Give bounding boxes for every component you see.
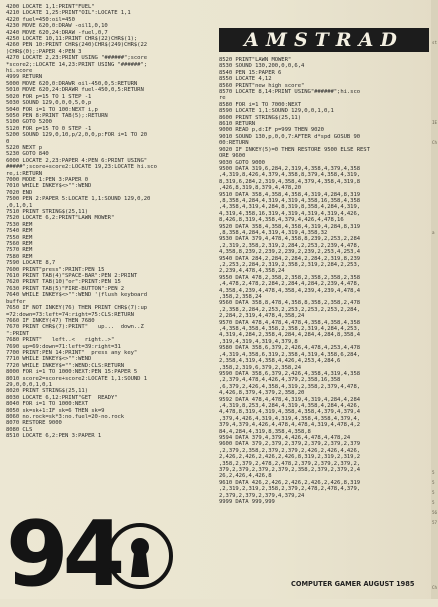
- code-line: 7500 PEN 2:PAPER 5:LOCATE 1,1:SOUND 129,0,20: [6, 196, 151, 203]
- code-line: 2,426,2,426,2,426,2,426,8,319,2,319,2,319,2: [219, 454, 361, 461]
- code-line: 9560 DATA 358,8,478,4,358,8,358,2,358,2,478: [219, 300, 361, 307]
- amstrad-banner: AMSTRAD: [219, 28, 429, 52]
- code-line: 9610 DATA 426,2,426,2,426,2,426,2,426,8,319: [219, 479, 361, 486]
- code-line: 9500 DATA 319,6,284,2,319,4,358,4,379,4,358: [219, 165, 361, 172]
- code-line: ":PRINT: [6, 330, 29, 337]
- code-line: ORE 9600: [219, 153, 246, 160]
- code-line: 7620 PRINT TAB(10)"or":PRINT:PEN 15: [6, 279, 121, 286]
- code-line: 7660 IF INKEY(47) THEN 7680: [6, 317, 95, 324]
- code-line: 8000 FOR i=1 TO 1000:NEXT:PEN 15:PAPER 5: [6, 369, 138, 376]
- code-line: 5220 NEXT p: [6, 144, 43, 151]
- code-line: ,6,379,2,426,4,358,4,319,2,358,2,379,4,478,: [219, 383, 361, 390]
- code-line: =72:down=73:left=74:right=75:CLS:RETURN: [6, 311, 134, 318]
- code-line: 4240 MOVE 620,24:DRAW -fuel,0,7: [6, 29, 108, 36]
- code-line: hi.score: [6, 68, 33, 75]
- code-line: 7000 MODE 1:PEN 3:PAPER 0: [6, 176, 88, 183]
- code-line: 2,379,2,379,2,379,4,379,24: [219, 492, 305, 499]
- edge-fragment: IE: [432, 120, 438, 125]
- code-line: 8580 FOR i=1 TO 7000:NEXT: [219, 101, 301, 108]
- code-line: ,4,358,4,319,4,284,8,319,8,358,4,284,4,319,: [219, 204, 361, 211]
- code-line: #####";score+score2:LOCATE 19,23:LOCATE hi.sco: [6, 164, 157, 171]
- code-line: 8010 score2=score+score2:LOCATE 1,1:SOUND 1: [6, 375, 148, 382]
- code-line: 5200 SOUND 129,0,10,p/2,0,0,p:FOR i=1 TO 20: [6, 132, 148, 139]
- code-line: ,2,358,2,284,2,253,2,253,2,253,2,253,2,284,: [219, 306, 361, 313]
- code-line: 8020 PRINT STRING$(25,11): [6, 388, 88, 395]
- code-line: 7510 PRINT STRING$(25,11): [6, 209, 88, 215]
- code-line: 7590 LOCATE 8,7: [6, 260, 56, 267]
- edge-fragment: 5: [432, 490, 435, 495]
- code-line: ,379,4,426,4,319,4,319,4,358,4,358,4,379,4,: [219, 415, 361, 422]
- code-line: 8600 PRINT STRING$(25,11): [219, 114, 301, 121]
- code-line: 9600 DATA 379,2,379,2,379,2,379,2,379,2,379: [219, 441, 361, 448]
- code-line: 8050 sk=sk+1:IF sk=6 THEN sk=9: [6, 407, 105, 414]
- code-line: 7720 WHILE INKEY$="":WEND:CLS:RETURN: [6, 362, 125, 369]
- code-line: 4,319,4,284,2,358,4,284,4,284,4,284,8,358,4: [219, 332, 361, 339]
- code-line: ,2,319,2,358,2,319,2,284,2,253,2,239,4,478,: [219, 242, 361, 249]
- code-line: 9000 READ p,d:IF p=999 THEN 9020: [219, 127, 324, 134]
- code-line: 4999 RETURN: [6, 74, 43, 81]
- listing-right-column: [219, 57, 429, 505]
- code-line: 7580 REM: [6, 253, 33, 260]
- code-line: 9020 IF INKEY(5)=0 THEN RESTORE 9500 ELSE REST: [219, 146, 370, 153]
- edge-fragment: st: [432, 40, 438, 45]
- code-line: ,8,358,4,284,4,319,4,319,4,358,16,358,4,358: [219, 197, 361, 204]
- code-line: )CHR$(0);:PAPER 4:PEN 3: [6, 48, 82, 55]
- code-line: 4,358,4,239,4,478,4,358,4,239,4,239,4,478,4: [219, 287, 361, 294]
- code-line: 9570 DATA 478,4,478,4,478,4,358,4,358,4,358: [219, 319, 361, 326]
- code-line: 7020 END: [6, 189, 33, 196]
- code-line: ,4,319,8,253,4,284,4,319,4,358,4,284,4,426,: [219, 402, 361, 409]
- code-line: 7010 WHILE INKEY$<>"":WEND: [6, 183, 92, 190]
- code-line: 8570 LOCATE 8,14:PRINT USING"######";hi.sco: [219, 89, 361, 96]
- code-line: 379,4,379,4,426,4,478,4,478,4,319,4,478,4,2: [219, 422, 361, 429]
- code-line: 8,319,6,284,2,319,4,358,4,379,4,358,4,319,8: [219, 178, 361, 185]
- code-line: 29,0,0,0,1,0,1: [6, 381, 52, 388]
- code-line: 8510 LOCATE 6,2:PEN 3:PAPER 1: [6, 433, 102, 440]
- code-line: 4200 LOCATE 1,1:PRINT"FUEL": [6, 4, 95, 10]
- code-line: ,358,2,319,6,379,2,358,24: [219, 364, 301, 371]
- edge-fragment: 57: [432, 520, 438, 525]
- code-line: 2,358,4,319,4,358,4,426,4,253,4,284,6: [219, 358, 341, 365]
- code-line: 4,319,4,358,16,319,4,319,4,319,4,319,4,426,: [219, 210, 361, 217]
- code-line: 8560 PRINT"new high score": [219, 82, 305, 89]
- code-line: ,2,253,2,284,2,319,2,358,2,319,2,284,2,253,: [219, 262, 361, 268]
- page-number: 94: [6, 502, 120, 607]
- code-line: 5020 FOR p=15 TO 1 STEP -1: [6, 93, 92, 100]
- code-line: 9594 DATA 379,4,379,4,426,4,478,4,478,24: [219, 434, 351, 441]
- code-line: 6000 LOCATE 2,23:PAPER 4:PEN 6:PRINT USING": [6, 157, 148, 164]
- code-line: 8530 SOUND 130,200,0,0,6,4: [219, 63, 305, 70]
- code-line: 9510 DATA 358,4,358,4,358,4,319,4,284,8,319: [219, 191, 361, 198]
- code-line: 9592 DATA 478,4,478,4,319,4,319,4,284,4,284: [219, 396, 361, 403]
- code-line: 8060 no.rock=sk*3:no.fuel=20-no.rock: [6, 414, 125, 420]
- code-line: ,2,379,4,478,4,426,4,379,2,358,16,358: [219, 377, 341, 384]
- code-line: 8,426,8,319,4,358,4,379,4,426,4,478,16: [219, 217, 344, 224]
- code-line: 9999 DATA 999,999: [219, 499, 275, 506]
- code-line: 5100 GOTO 5200: [6, 119, 52, 126]
- code-line: re: [219, 95, 226, 102]
- code-line: 4,426,8,379,4,379,2,358,20: [219, 390, 305, 397]
- code-line: 2,284,2,319,4,478,4,358,24: [219, 313, 305, 320]
- code-line: 4220 fuel=450:oil=450: [6, 16, 75, 23]
- code-line: 9550 DATA 478,2,358,2,358,2,358,2,358,2,358: [219, 274, 361, 281]
- code-line: 7710 WHILE INKEY$<>"":WEND: [6, 356, 92, 363]
- code-line: ,0,1,0,1: [6, 202, 33, 209]
- code-line: 5050 PEN 8:PRINT TAB(5);:RETURN: [6, 112, 108, 119]
- edge-fragment: 5: [432, 500, 435, 505]
- code-line: 8070 RESTORE 9000: [6, 420, 62, 427]
- code-line: 8550 LOCATE 4,12: [219, 76, 272, 83]
- code-line: ,358,2,379,2,478,2,478,2,379,2,379,2,379,2,: [219, 460, 361, 467]
- code-line: 5230 GOTO 840: [6, 151, 49, 158]
- edge-fragment: Ch: [432, 585, 438, 590]
- code-line: 00:RETURN: [219, 140, 249, 147]
- code-line: 5010 MOVE 620,24:DRAWR fuel-450,0,5:RETURN: [6, 87, 144, 94]
- code-line: ,319,4,319,4,319,4,379,8: [219, 338, 298, 345]
- code-line: ,4,319,4,358,6,319,2,358,4,319,4,358,6,284,: [219, 351, 361, 358]
- code-line: 7560 REM: [6, 241, 33, 248]
- code-line: ,2,379,2,358,2,379,2,379,2,426,2,426,4,426,: [219, 447, 361, 454]
- edge-fragment: a: [432, 230, 435, 235]
- keyhole-logo-icon: [107, 523, 173, 589]
- code-line: 7670 PRINT CHR$(7):PRINT" up... down..Z: [6, 324, 144, 331]
- edge-fragment: 5: [432, 480, 435, 485]
- code-line: 7610 PRINT TAB(4)"SPACE-BAR":PEN 2:PRINT: [6, 273, 138, 280]
- code-line: 9590 DATA 358,6,379,2,426,4,358,4,319,4,358: [219, 370, 361, 377]
- code-line: ,358,2,358,24: [219, 294, 262, 301]
- code-line: 5120 FOR p=15 TO 0 STEP -1: [6, 125, 92, 132]
- code-line: 7680 PRINT" left..< right..>": [6, 337, 115, 344]
- code-line: 4210 LOCATE 1,25:PRINT"OIL":LOCATE 1,1: [6, 10, 131, 17]
- code-line: 7690 up=69:down=71:left=39:right=31: [6, 343, 121, 350]
- code-line: 8030 LOCATE 6,12:PRINT"GET READY": [6, 394, 118, 401]
- code-line: 7630 PRINT TAB(5)"FIRE-BUTTON":PEN 2: [6, 285, 125, 292]
- code-line: 2,239,4,478,4,358,24: [219, 268, 285, 275]
- code-line: 9520 DATA 358,4,358,4,358,4,319,4,284,8,319: [219, 223, 361, 230]
- code-line: 4,478,8,319,4,319,4,358,4,358,4,379,4,379,4: [219, 409, 361, 416]
- code-line: 7700 PRINT:PEN 14:PRINT" press any key": [6, 349, 138, 356]
- code-line: 7650 IF NOT INKEY(76) THEN PRINT CHR$(7):up: [6, 305, 148, 312]
- code-line: 8610 RETURN: [219, 121, 256, 128]
- code-line: ,4,358,4,358,4,358,2,358,2,319,4,284,4,253,: [219, 326, 361, 333]
- code-line: ,8,358,4,284,4,319,4,319,4,358,32: [219, 229, 328, 236]
- edge-fragment: Ch: [432, 140, 438, 145]
- code-line: 84,4,284,4,319,8,358,4,358,8: [219, 428, 311, 435]
- page-footer: COMPUTER GAMER AUGUST 1985: [291, 580, 415, 588]
- code-line: 7640 WHILE INKEY$<>"":WEND '(flush keyboard: [6, 292, 148, 299]
- code-line: 9530 DATA 379,4,478,4,358,8,239,2,253,2,284: [219, 236, 361, 243]
- listing-left-column: [6, 4, 218, 440]
- code-line: 8520 PRINT"LAWN MOWER": [219, 57, 292, 63]
- code-line: buffer: [6, 298, 26, 305]
- edge-fragment: 5: [432, 470, 435, 475]
- code-line: 5000 MOVE 620,0:DRAWR oil-450,0,5:RETURN: [6, 80, 138, 87]
- code-line: 0: [6, 138, 10, 145]
- code-line: ,2,319,2,319,2,358,2,379,2,478,2,478,4,379,: [219, 486, 361, 493]
- code-line: 8540 PEN 15:PAPER 6: [219, 69, 282, 76]
- code-line: 26,2,426,4,426,8: [219, 473, 272, 480]
- code-line: 9580 DATA 358,6,379,2,426,4,478,4,253,4,478: [219, 345, 361, 352]
- code-line: 5040 FOR i=1 TO 100:NEXT i,p: [6, 106, 98, 113]
- code-line: 7540 REM: [6, 228, 33, 235]
- code-line: ,426,8,319,8,379,4,478,20: [219, 185, 301, 192]
- adjacent-page-edge: [431, 0, 438, 599]
- code-line: 4,358,8,239,2,239,2,239,2,239,2,253,4,253,4: [219, 249, 361, 256]
- code-line: 7600 PRINT"press":PRINT:PEN 15: [6, 266, 105, 273]
- code-line: 4270 LOCATE 2,23:PRINT USING "######";score: [6, 55, 148, 62]
- code-line: 4250 LOCATE 10,11:PRINT CHR$(22)CHR$(1);: [6, 36, 138, 43]
- code-line: re,i:RETURN: [6, 170, 43, 177]
- code-line: 8080 CLS: [6, 426, 33, 433]
- code-line: 9540 DATA 284,2,284,2,284,2,284,2,319,8,239: [219, 255, 361, 262]
- code-line: 9010 SOUND 130,p,0,0,7:AFTER d*spd GOSUB 90: [219, 133, 361, 140]
- code-line: 8040 FOR i=1 TO 1000:NEXT: [6, 401, 88, 408]
- code-line: 9030 GOTO 9000: [219, 159, 265, 166]
- edge-fragment: 56: [432, 510, 438, 515]
- code-line: 4260 PEN 10:PRINT CHR$(240)CHR$(249)CHR$(22: [6, 42, 148, 49]
- code-line: 4230 MOVE 620,0:DRAW -oil1,0,10: [6, 23, 108, 30]
- code-line: *score2;:LOCATE 14,23:PRINT USING "######";: [6, 61, 148, 68]
- code-line: ,4,478,2,478,2,284,2,284,4,284,2,239,4,478,: [219, 281, 361, 288]
- code-line: 379,2,379,2,379,2,379,2,358,2,379,2,379,2,4: [219, 467, 361, 473]
- code-line: 7530 REM: [6, 221, 33, 228]
- code-line: ,4,319,8,426,4,379,4,358,8,379,4,358,4,319,: [219, 172, 361, 179]
- code-line: 7550 REM: [6, 234, 33, 241]
- code-line: 8590 LOCATE 1,1:SOUND 129,0,0,1,0,1: [219, 108, 334, 115]
- code-line: 7570 REM: [6, 247, 33, 254]
- code-line: 5030 SOUND 129,0,0,0,5,0,p: [6, 100, 92, 107]
- code-line: 7520 LOCATE 6,2:PRINT"LAWN MOWER": [6, 215, 115, 222]
